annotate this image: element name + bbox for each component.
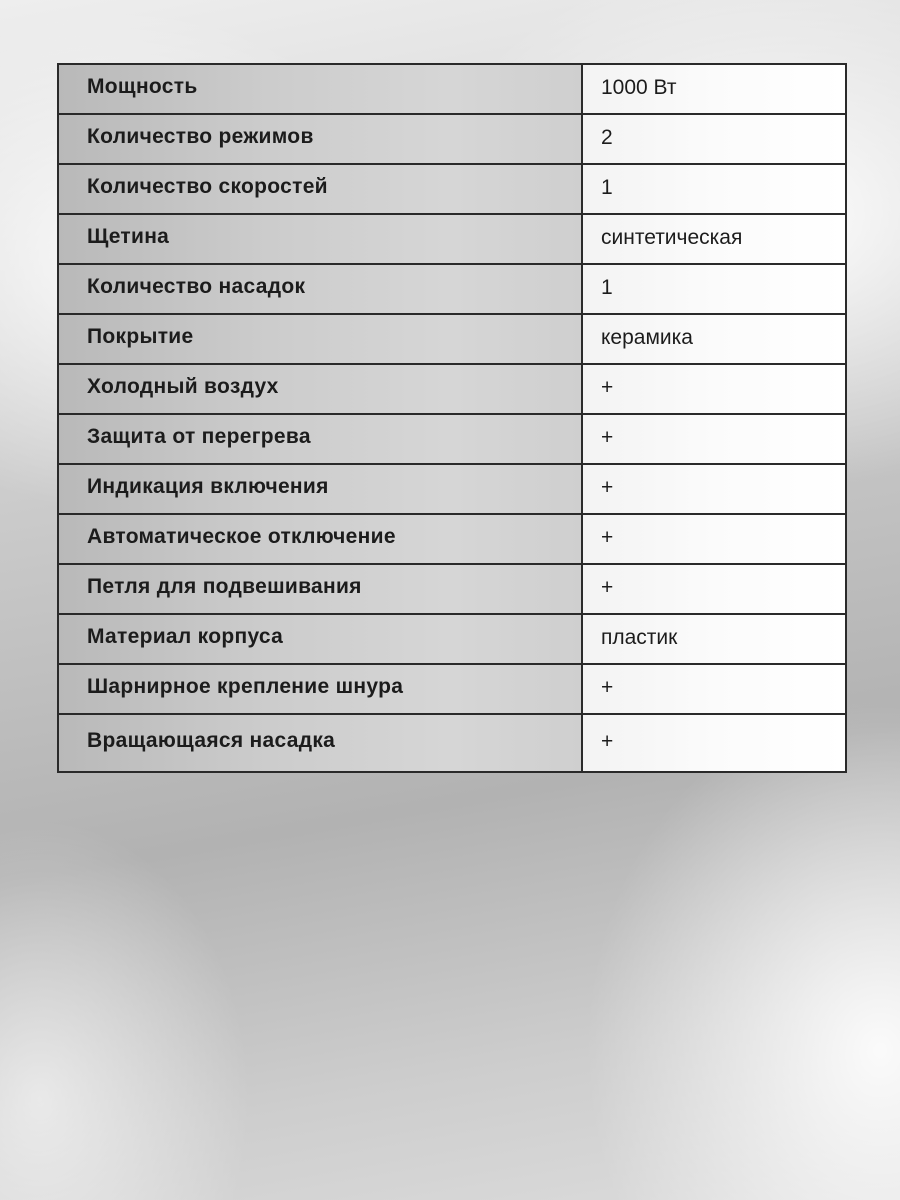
spec-value: 1 [582, 164, 846, 214]
spec-value: + [582, 364, 846, 414]
spec-value: 2 [582, 114, 846, 164]
spec-value: 1 [582, 264, 846, 314]
spec-value: керамика [582, 314, 846, 364]
spec-value: + [582, 414, 846, 464]
table-row [58, 164, 846, 214]
spec-label: Вращающаяся насадка [58, 714, 582, 772]
table-row [58, 214, 846, 264]
table-row [58, 714, 846, 772]
table-row [58, 114, 846, 164]
spec-label: Автоматическое отключение [58, 514, 582, 564]
spec-label: Петля для подвешивания [58, 564, 582, 614]
table-row [58, 514, 846, 564]
spec-label: Материал корпуса [58, 614, 582, 664]
spec-label: Покрытие [58, 314, 582, 364]
spec-value: + [582, 514, 846, 564]
spec-label: Количество скоростей [58, 164, 582, 214]
spec-label: Холодный воздух [58, 364, 582, 414]
spec-label: Шарнирное крепление шнура [58, 664, 582, 714]
spec-value: синтетическая [582, 214, 846, 264]
spec-label: Индикация включения [58, 464, 582, 514]
spec-value: + [582, 464, 846, 514]
spec-value: пластик [582, 614, 846, 664]
spec-label: Щетина [58, 214, 582, 264]
table-row [58, 664, 846, 714]
spec-value: 1000 Вт [582, 64, 846, 114]
table-row [58, 464, 846, 514]
table-row [58, 314, 846, 364]
spec-value: + [582, 564, 846, 614]
spec-label: Защита от перегрева [58, 414, 582, 464]
specifications-body [58, 64, 846, 772]
table-row [58, 614, 846, 664]
table-row [58, 264, 846, 314]
table-row [58, 564, 846, 614]
table-row [58, 64, 846, 114]
spec-value: + [582, 714, 846, 772]
spec-value: + [582, 664, 846, 714]
spec-label: Количество насадок [58, 264, 582, 314]
specifications-table [57, 63, 847, 773]
spec-label: Количество режимов [58, 114, 582, 164]
table-row [58, 364, 846, 414]
table-row [58, 414, 846, 464]
spec-label: Мощность [58, 64, 582, 114]
